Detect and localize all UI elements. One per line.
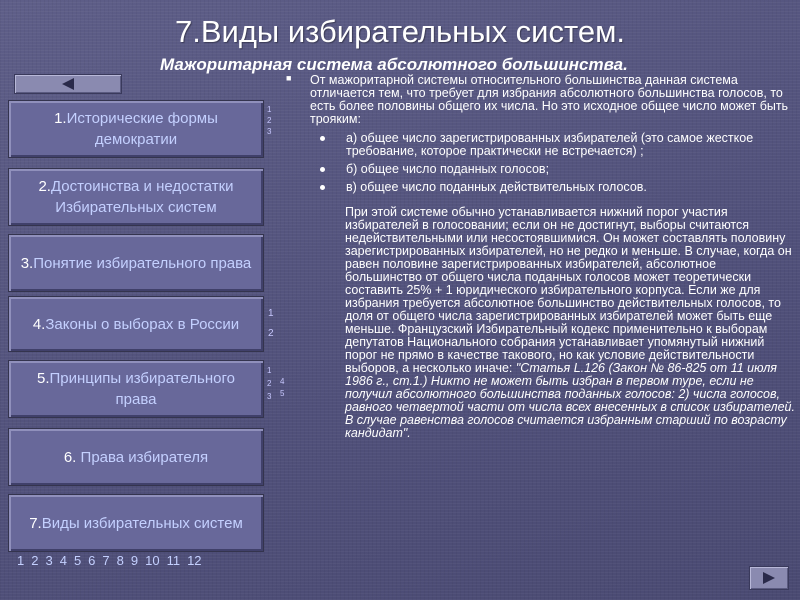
list-item	[310, 163, 800, 176]
back-button[interactable]	[14, 74, 122, 94]
page-link-7[interactable]: 7	[102, 553, 110, 568]
sub-link[interactable]: 1	[267, 105, 272, 114]
nav-label: Виды избирательных систем	[41, 514, 243, 532]
list-item-text: б) общее число поданных голосов;	[346, 162, 550, 176]
nav-label: Понятие избирательного права	[33, 254, 252, 272]
page-link-8[interactable]: 8	[116, 553, 124, 568]
page-link-12[interactable]: 12	[187, 553, 202, 568]
forward-button[interactable]	[749, 566, 789, 590]
body-paragraph	[310, 206, 800, 440]
lead-text: От мажоритарной системы относительного большинства данная система отличается тем, что требует для избрания абсолютного большинства голосов, то есть более половины общего их числа. Но это исходное общее число может быть трояким:	[310, 73, 789, 126]
page-link-2[interactable]: 2	[31, 553, 39, 568]
bullet-dot-icon	[320, 185, 325, 190]
list-item	[310, 132, 800, 158]
nav-button-5[interactable]	[8, 360, 264, 418]
nav-number: 5.	[37, 370, 50, 387]
sub-link[interactable]: 1	[267, 366, 272, 375]
criteria-list	[310, 132, 800, 194]
nav-label: Исторические формы демократии	[66, 110, 218, 148]
slide-content	[286, 73, 800, 440]
nav-number: 2.	[38, 178, 51, 195]
sub-link[interactable]: 3	[267, 392, 272, 401]
slide-subtitle: Мажоритарная система абсолютного большинства.	[160, 55, 628, 74]
list-item-text: в) общее число поданных действительных голосов.	[346, 180, 647, 194]
nav-button-7[interactable]	[8, 494, 264, 552]
page-link-4[interactable]: 4	[59, 553, 67, 568]
page-link-3[interactable]: 3	[45, 553, 53, 568]
nav-label: Права избирателя	[80, 448, 209, 466]
right-triangle-icon	[763, 572, 775, 584]
sub-link[interactable]: 2	[267, 379, 272, 388]
sub-link[interactable]: 2	[267, 116, 272, 125]
sub-links-5a	[267, 364, 271, 403]
page-link-11[interactable]: 11	[166, 553, 181, 568]
lead-paragraph	[286, 73, 800, 126]
nav-number: 6.	[63, 448, 81, 466]
nav-button-2[interactable]	[8, 168, 264, 226]
page-links	[17, 553, 202, 568]
slide-title: 7.Виды избирательных систем.	[174, 14, 626, 49]
nav-number: 3.	[20, 254, 34, 272]
nav-button-4[interactable]	[8, 296, 264, 352]
page-link-9[interactable]: 9	[130, 553, 139, 568]
sub-link[interactable]: 4	[280, 377, 285, 386]
sub-link[interactable]: 5	[280, 389, 285, 398]
nav-number: 1.	[54, 110, 67, 127]
sub-link[interactable]: 1	[268, 308, 274, 319]
page-link-6[interactable]: 6	[88, 553, 96, 568]
nav-button-1[interactable]	[8, 100, 264, 158]
nav-number: 4.	[32, 315, 46, 333]
nav-label: Достоинства и недостатки Избирательных систем	[50, 178, 234, 216]
page-link-1[interactable]: 1	[17, 553, 25, 568]
nav-button-3[interactable]	[8, 234, 264, 292]
sub-links-5b	[280, 376, 284, 400]
sub-links-4	[268, 304, 274, 344]
page-link-5[interactable]: 5	[73, 553, 82, 568]
list-item-text: а) общее число зарегистрированных избирателей (это самое жесткое требование, которое практически не встречается) ;	[346, 131, 754, 158]
sub-link[interactable]: 3	[267, 127, 272, 136]
bullet-dot-icon	[320, 167, 325, 172]
sub-link[interactable]: 2	[268, 328, 274, 339]
nav-button-6[interactable]	[8, 428, 264, 486]
bullet-dot-icon	[320, 136, 325, 141]
law-quote: "Статья L.126 (Закон № 86-825 от 11 июля 1986 г., ст.1.) Никто не может быть избран в первом туре, если не получил абсолютного большинства поданных голосов: 2) числа голосов, равного четвертой части от числа всех внесенных в список избирателей. В случае равенства голосов считается избранным старший по возрасту кандидат".	[345, 361, 795, 440]
left-triangle-icon	[62, 78, 74, 90]
list-item	[310, 181, 800, 194]
sub-links-1	[267, 104, 271, 137]
nav-label: Законы о выборах в России	[45, 315, 240, 333]
body-text: При этой системе обычно устанавливается нижний порог участия избирателей в голосовании; если он не достигнут, выборы считаются недействительными или несостоявшимися. Он может составлять половину зарегистрированных избирателей, но не редко и меньше. В случае, когда он равен половине зарегистрированных избирателей, абсолютное большинство от общего числа поданных голосов может теоретически составить 25% + 1 юридического избирательного корпуса. Если же для избрания требуется абсолютное большинство действительных голосов, то доля от общего числа зарегистрированных избирателей может быть еще меньше. Французский Избирательный кодекс применительно к выборам депутатов Национального собрания устанавливает упомянутый нижний порог не прямо в качестве такового, но как условие действительности выборов, а несколько иначе:	[345, 205, 792, 375]
nav-label: Принципы избирательного права	[49, 370, 235, 408]
page-link-10[interactable]: 10	[145, 553, 160, 568]
square-bullet-icon: ■	[286, 73, 292, 83]
nav-number: 7.	[29, 514, 42, 532]
